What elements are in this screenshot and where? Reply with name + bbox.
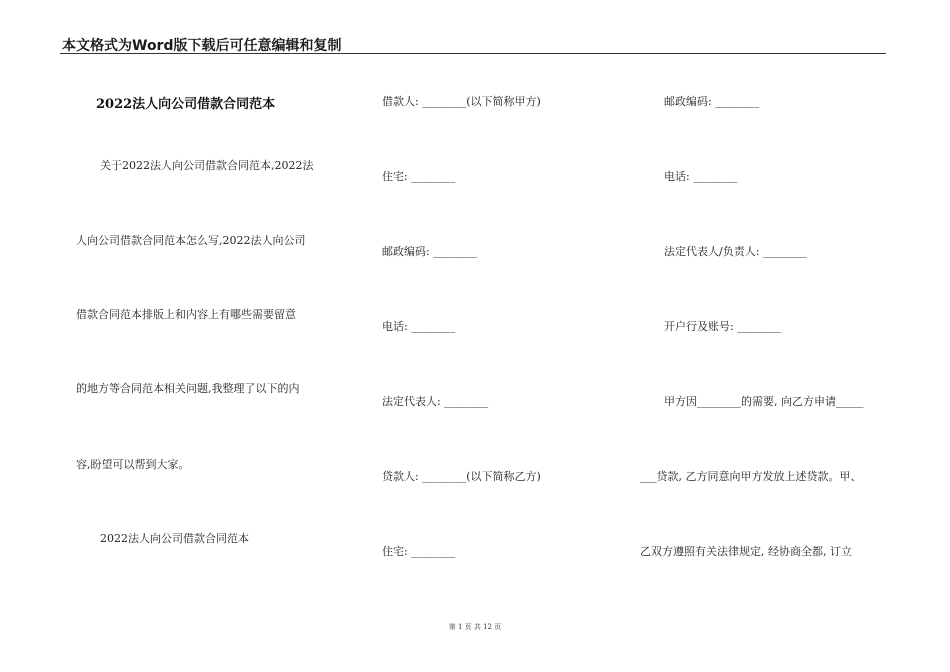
address-field: 住宅: ________ xyxy=(382,170,456,183)
header-divider xyxy=(60,53,886,54)
borrower-field: 借款人: ________(以下简称甲方) xyxy=(382,95,541,108)
address-field: 住宅: ________ xyxy=(382,545,456,558)
contract-clause-line: ___贷款, 乙方同意向甲方发放上述贷款。甲、 xyxy=(640,470,862,483)
legal-representative-field: 法定代表人/负责人: ________ xyxy=(664,245,807,258)
legal-representative-field: 法定代表人: ________ xyxy=(382,395,489,408)
phone-field: 电话: ________ xyxy=(664,170,738,183)
postal-code-field: 邮政编码: ________ xyxy=(664,95,760,108)
paragraph-line: 的地方等合同范本相关问题,我整理了以下的内 xyxy=(76,382,300,395)
bank-account-field: 开户行及账号: ________ xyxy=(664,320,782,333)
postal-code-field: 邮政编码: ________ xyxy=(382,245,478,258)
page-number: 第 1 页 共 12 页 xyxy=(448,623,502,631)
phone-field: 电话: ________ xyxy=(382,320,456,333)
lender-field: 贷款人: ________(以下简称乙方) xyxy=(382,470,541,483)
section-heading: 2022法人向公司借款合同范本 xyxy=(100,532,249,545)
document-header-title: 本文格式为Word版下载后可任意编辑和复制 xyxy=(62,38,342,54)
contract-clause-line: 乙双方遵照有关法律规定, 经协商全都, 订立 xyxy=(640,545,852,558)
paragraph-line: 借款合同范本排版上和内容上有哪些需要留意 xyxy=(76,308,296,321)
paragraph-line: 关于2022法人向公司借款合同范本,2022法 xyxy=(100,159,314,172)
contract-clause-line: 甲方因________的需要, 向乙方申请_____ xyxy=(664,395,864,408)
paragraph-line: 人向公司借款合同范本怎么写,2022法人向公司 xyxy=(76,234,306,247)
paragraph-line: 容,盼望可以帮到大家。 xyxy=(76,458,190,471)
document-title: 2022法人向公司借款合同范本 xyxy=(96,97,276,112)
